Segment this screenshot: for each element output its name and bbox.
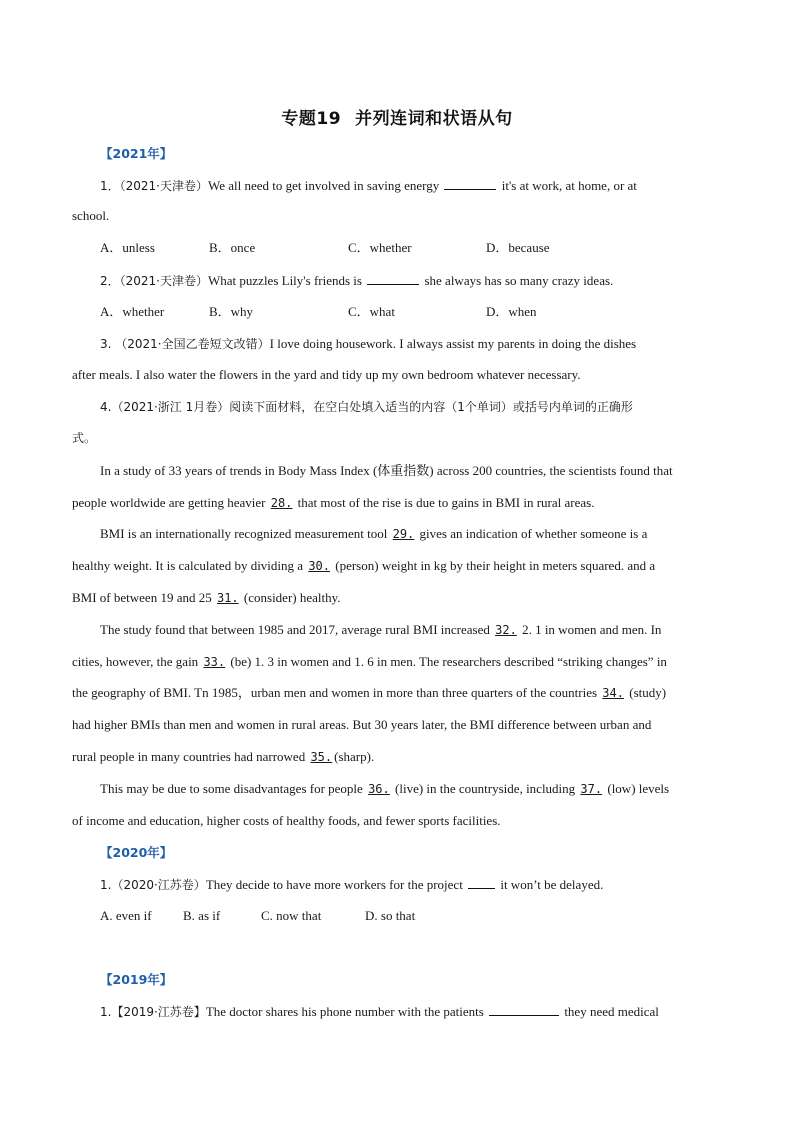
- page-title: [0, 104, 794, 129]
- answer-blank[interactable]: [367, 272, 419, 285]
- passage-p3-line5: rural people in many countries had narrowed 35. (sharp).: [72, 749, 375, 764]
- option-a[interactable]: A. even if: [100, 908, 152, 923]
- passage-p2-line2: healthy weight. It is calculated by dividing a 30. (person) weight in kg by their height in meters squared. and a: [72, 558, 656, 573]
- q2021-4-instruction: 4.（2021·浙江 1月卷）阅读下面材料，在空白处填入适当的内容（1个单词）或括号内单词的正确形: [100, 400, 633, 414]
- section-2021: 【2021年】: [100, 146, 173, 161]
- q2021-4-instruction-cont: 式。: [72, 431, 97, 445]
- option-c[interactable]: C．whether: [348, 240, 412, 255]
- passage-p1-line2: people worldwide are getting heavier 28. that most of the rise is due to gains in BMI in rural areas.: [72, 495, 595, 510]
- blank-33[interactable]: 33.: [203, 655, 226, 669]
- passage-p3-line4: had higher BMIs than men and women in rural areas. But 30 years later, the BMI difference between urban and: [72, 717, 652, 732]
- blank-37[interactable]: 37.: [580, 782, 603, 796]
- passage-p3-line2: cities, however, the gain 33. (be) 1. 3 in women and 1. 6 in men. The researchers described “striking changes” in: [72, 654, 667, 669]
- option-d[interactable]: D. so that: [365, 908, 416, 923]
- option-a[interactable]: A．whether: [100, 304, 165, 319]
- option-d[interactable]: D．when: [486, 304, 537, 319]
- option-a[interactable]: A．unless: [100, 240, 155, 255]
- title-prefix: 专题19: [281, 109, 342, 129]
- option-b[interactable]: B. as if: [183, 908, 221, 923]
- answer-blank[interactable]: [444, 177, 496, 190]
- q2021-1-options: [100, 240, 550, 256]
- passage-p3-line3: the geography of BMI. Tn 1985，urban men and women in more than three quarters of the countries 34. (study): [72, 685, 667, 700]
- passage-p4-line1: This may be due to some disadvantages for people 36. (live) in the countryside, including 37. (low) levels: [100, 781, 670, 796]
- blank-31[interactable]: 31.: [216, 591, 239, 605]
- option-b[interactable]: B．once: [209, 240, 256, 255]
- section-2020: 【2020年】: [100, 845, 173, 860]
- passage-p3-line1: The study found that between 1985 and 2017, average rural BMI increased 32. 2. 1 in women and men. In: [100, 622, 662, 637]
- passage-p1-line1: In a study of 33 years of trends in Body Mass Index (体重指数) across 200 countries, the scientists found that: [100, 463, 673, 478]
- q2019-1-stem: 1.【2019·江苏卷】The doctor shares his phone number with the patients they need medical: [100, 1004, 659, 1019]
- blank-32[interactable]: 32.: [495, 623, 517, 637]
- blank-34[interactable]: 34.: [602, 686, 624, 700]
- option-c[interactable]: C. now that: [261, 908, 322, 923]
- blank-30[interactable]: 30.: [308, 559, 330, 573]
- q2021-3-line2: after meals. I also water the flowers in the yard and tidy up my own bedroom whatever necessary.: [72, 367, 581, 382]
- section-2019: 【2019年】: [100, 972, 173, 987]
- blank-35[interactable]: 35.: [310, 750, 333, 764]
- option-d[interactable]: D．because: [486, 240, 550, 255]
- blank-29[interactable]: 29.: [392, 527, 415, 541]
- q2020-1-options: [100, 908, 415, 924]
- option-c[interactable]: C．what: [348, 304, 395, 319]
- blank-36[interactable]: 36.: [368, 782, 390, 796]
- q2021-3-line1: 3. （2021·全国乙卷短文改错）I love doing housework. I always assist my parents in doing the dishes: [100, 336, 637, 351]
- answer-blank[interactable]: [468, 876, 495, 889]
- q2020-1-stem: 1.（2020·江苏卷）They decide to have more workers for the project it won’t be delayed.: [100, 877, 604, 892]
- passage-p2-line1: BMI is an internationally recognized measurement tool 29. gives an indication of whether someone is a: [100, 526, 648, 541]
- title-text: 并列连词和状语从句: [355, 109, 513, 129]
- passage-p4-line2: of income and education, higher costs of healthy foods, and fewer sports facilities.: [72, 813, 501, 828]
- q2021-1-line2: school.: [72, 208, 110, 223]
- answer-blank[interactable]: [489, 1003, 559, 1016]
- blank-28[interactable]: 28.: [270, 496, 293, 510]
- passage-p2-line3: BMI of between 19 and 25 31. (consider) healthy.: [72, 590, 341, 605]
- q2021-1-line1: 1．（2021·天津卷）We all need to get involved in saving energy it's at work, at home, or at: [100, 178, 637, 193]
- q2021-2-stem: 2．（2021·天津卷）What puzzles Lily's friends is she always has so many crazy ideas.: [100, 273, 614, 288]
- q2021-2-options: [100, 304, 537, 320]
- option-b[interactable]: B．why: [209, 304, 254, 319]
